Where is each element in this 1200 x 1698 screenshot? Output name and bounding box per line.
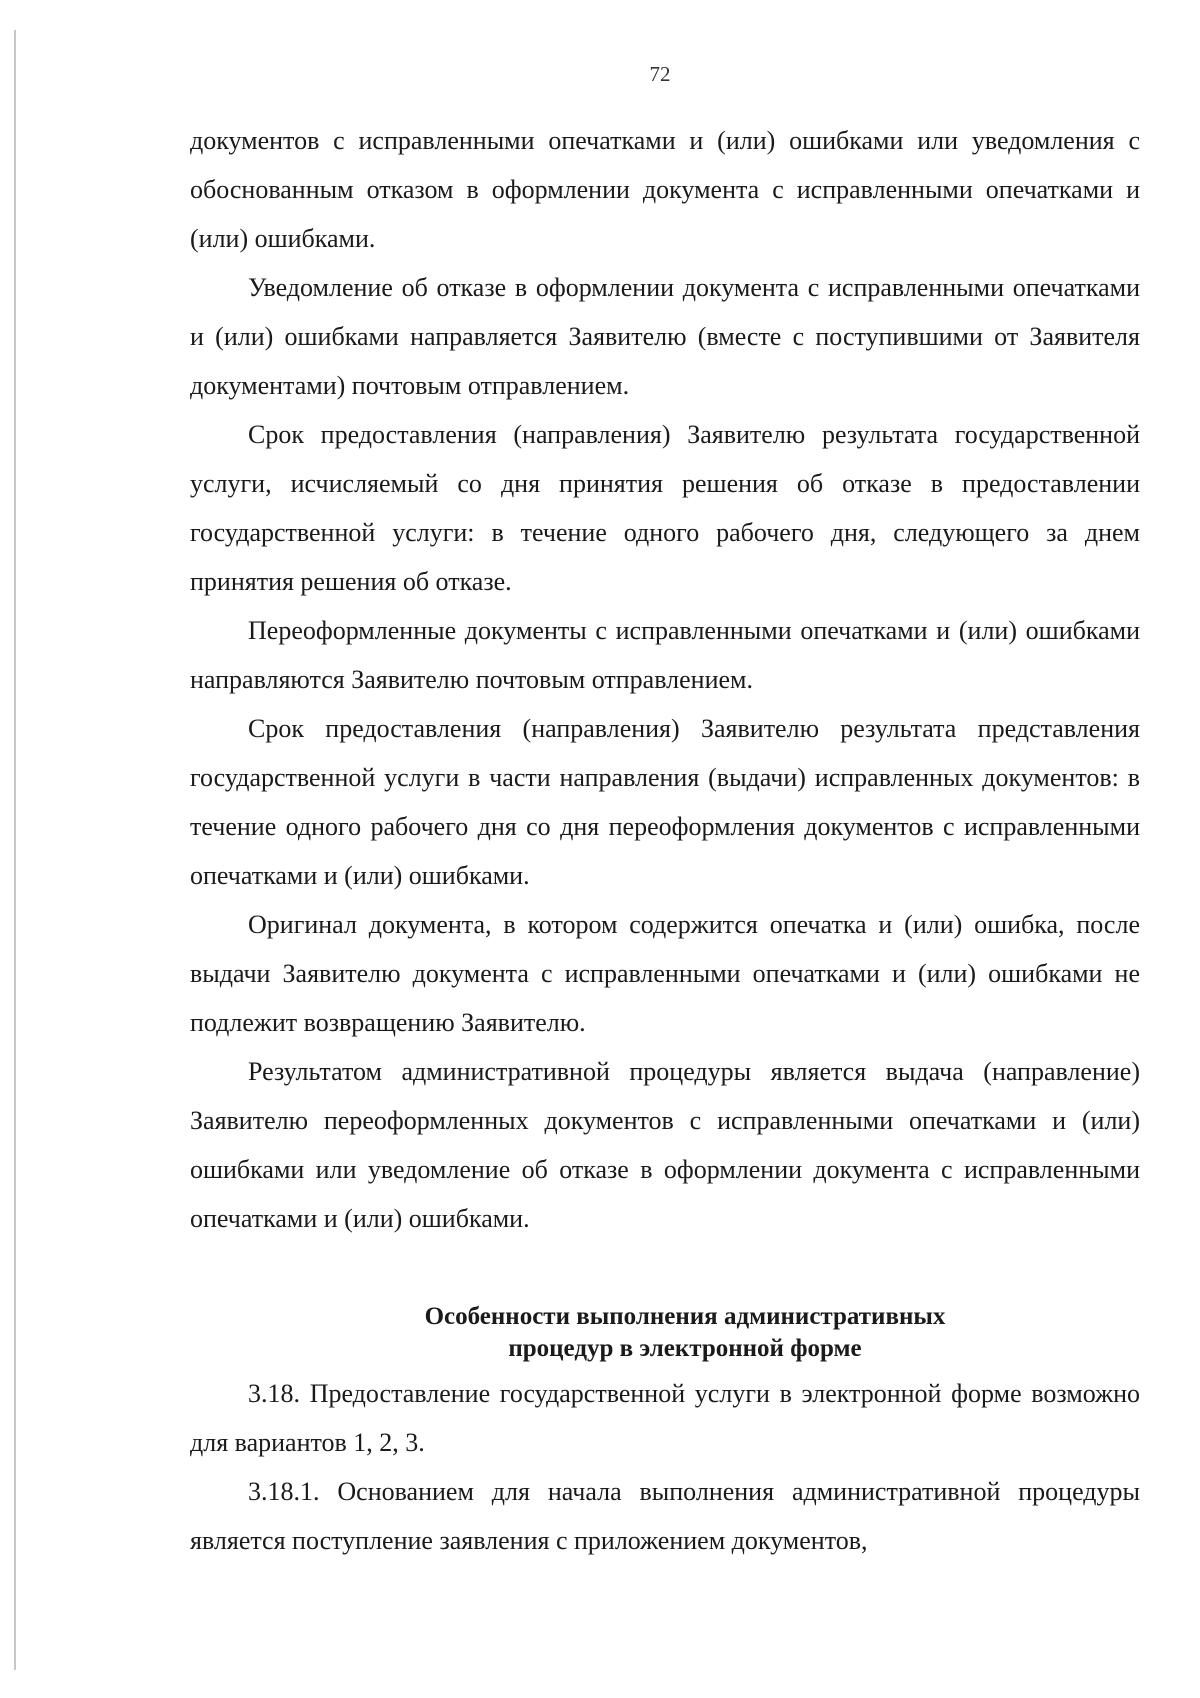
paragraph: Срок предоставления (направления) Заявителю результата представления государственной услуги в части направления (выдачи) исправленных документов: в течение одного рабочего дня со дня переоформления документов с исправленными опечатками и (или) ошибками. [190,714,1140,890]
page-number: 72 [649,62,671,86]
paragraph: Уведомление об отказе в оформлении документа с исправленными опечатками и (или) ошибками направляется Заявителю (вместе с поступившими от Заявителя документами) почтовым отправлением. [190,273,1140,400]
paragraph: 3.18. Предоставление государственной услуги в электронной форме возможно для вариантов 1, 2, 3. [190,1379,1140,1457]
paragraph: 3.18.1. Основанием для начала выполнения административной процедуры является поступление заявления с приложением документов, [190,1477,1140,1555]
section-heading-line-1: Особенности выполнения административных [424,1303,946,1330]
section-heading-line-2: процедур в электронной форме [508,1335,862,1362]
paragraph: Результатом административной процедуры является выдача (направление) Заявителю переоформленных документов с исправленными опечатками и (или) ошибками или уведомление об отказе в оформлении документа с исправленными опечатками и (или) ошибками. [190,1057,1140,1233]
paragraph-continuation: документов с исправленными опечатками и (или) ошибками или уведомления с обоснованным отказом в оформлении документа с исправленными опечатками и (или) ошибками. [190,126,1140,253]
paragraph: Переоформленные документы с исправленными опечатками и (или) ошибками направляются Заявителю почтовым отправлением. [190,616,1140,694]
scan-edge-line [14,30,16,1670]
paragraph: Оригинал документа, в котором содержится опечатка и (или) ошибка, после выдачи Заявителю документа с исправленными опечатками и (или) ошибками не подлежит возвращению Заявителю. [190,910,1140,1037]
paragraph: Срок предоставления (направления) Заявителю результата государственной услуги, исчисляемый со дня принятия решения об отказе в предоставлении государственной услуги: в течение одного рабочего дня, следующего за днем принятия решения об отказе. [190,420,1140,596]
section-heading [190,1301,1140,1365]
page-body [190,116,1140,1565]
